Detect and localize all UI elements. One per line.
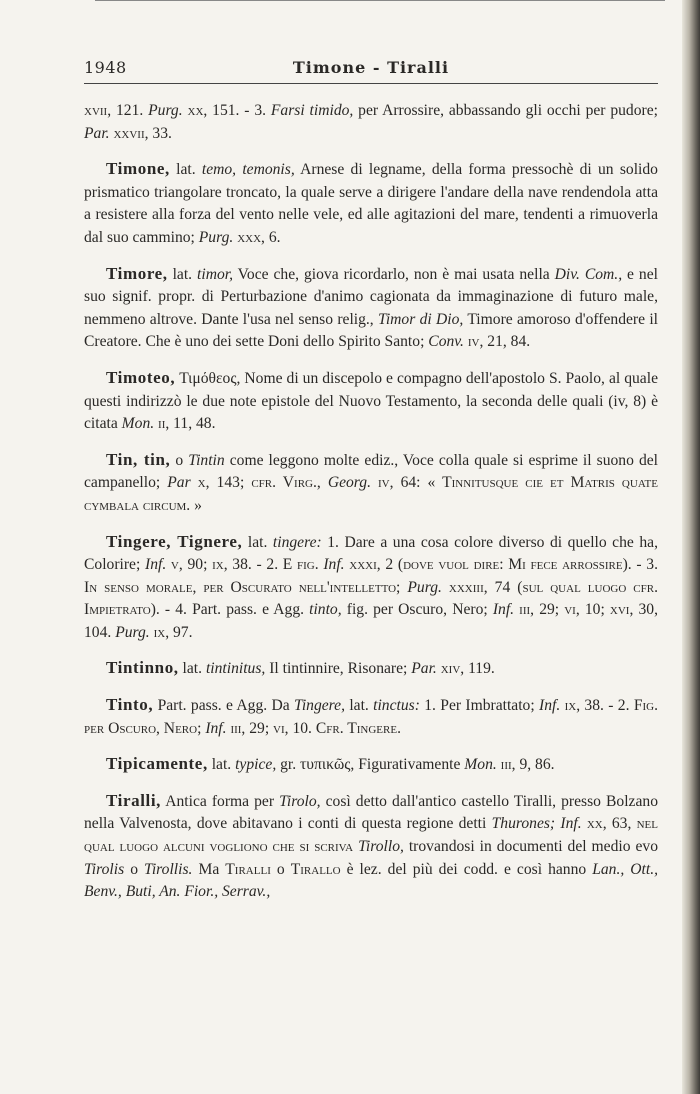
entry-tin: Tin, tin, o Tintin come leggono molte ediz., Voce colla quale si esprime il suono del campanello; Par x, 143; cfr. Virg., Georg. iv, 64: « Tinnitusque cie et Matris quate cymbala circum. » — [84, 449, 658, 514]
entry-tingere: Tingere, Tignere, lat. tingere: 1. Dare a una cosa colore diverso di quello che ha, Colorire; Inf. v, 90; ix, 38. - 2. E fig. Inf. xxxi, 2 (dove vuol dire: Mi fece arrossire). - 3. In senso morale, per Oscurato nell'intelletto; Purg. xxxiii, 74 (sul qual luogo cfr. Impietrato). - 4. Part. pass. e Agg. tinto, fig. per Oscuro, Nero; Inf. iii, 29; vi, 10; xvi, 30, 104. Purg. ix, 97. — [84, 531, 658, 641]
header-rule — [84, 83, 658, 84]
entry-timoteo: Timoteo, Τιμόθεος, Nome di un discepolo e compagno dell'apostolo S. Paolo, al quale questi indirizzò le due note epistole del Nuovo Testamento, la seconda delle quali (iv, 8) è citata Mon. ii, 11, 48. — [84, 367, 658, 433]
headword: Tin, tin, — [106, 449, 171, 469]
page-edge-shadow — [682, 0, 700, 1094]
entry-tipicamente: Tipicamente, lat. typice, gr. τυπικῶς, Figurativamente Mon. iii, 9, 86. — [106, 754, 555, 774]
entry-tinto: Tinto, Part. pass. e Agg. Da Tingere, lat. tinctus: 1. Per Imbrattato; Inf. ix, 38. - 2. Fig. per Oscuro, Nero; Inf. iii, 29; vi, 10. Cfr. Tingere. — [84, 695, 658, 737]
headword: Tiralli, — [106, 790, 162, 810]
page-header — [84, 56, 658, 82]
dictionary-text — [84, 100, 658, 917]
headword: Tipicamente, — [106, 754, 208, 774]
running-head: Timone - Tiralli — [292, 58, 450, 77]
entry-timore: Timore, lat. timor, Voce che, giova ricordarlo, non è mai usata nella Div. Com., e nel suo signif. propr. di Perturbazione d'animo cagionata da immaginazione di futuro male, nemmeno altrove. Dante l'usa nel senso relig., Timor di Dio, Timore amoroso d'offendere il Creatore. Che è uno dei sette Doni dello Spirito Santo; Conv. iv, 21, 84. — [84, 263, 658, 351]
headword: Timoteo, — [106, 367, 176, 387]
entry-timido-continued: xvii, 121. Purg. xx, 151. - 3. Farsi timido, per Arrossire, abbassando gli occhi per pudore; Par. xxvii, 33. — [84, 102, 658, 142]
page-number: 1948 — [84, 58, 127, 77]
headword: Tintinno, — [106, 658, 179, 678]
headword: Timore, — [106, 263, 168, 283]
entry-tiralli: Tiralli, Antica forma per Tirolo, così detto dall'antico castello Tiralli, presso Bolzano nella Valvenosta, dove abitavano i conti di questa regione detti Thurones; Inf. xx, 63, nel qual luogo alcuni vogliono che si scriva Tirollo, trovandosi in documenti del medio evo Tirolis o Tirollis. Ma Tiralli o Tirallo è lez. del più dei codd. e così hanno Lan., Ott., Benv., Buti, An. Fior., Serrav., — [84, 790, 659, 901]
entry-tintinno: Tintinno, lat. tintinitus, Il tintinnire, Risonare; Par. xiv, 119. — [106, 658, 495, 678]
headword: Tinto, — [106, 695, 154, 715]
headword: Tingere, Tignere, — [106, 531, 243, 551]
top-rule — [95, 0, 665, 1]
entry-timone: Timone, lat. temo, temonis, Arnese di legname, della forma pressochè di un solido prismatico triangolare troncato, la quale serve a dirigere l'andare della nave rendendola atta a resistere alla forza del vento nelle vele, ed alle agitazioni del mare, tendenti a rimuoverla dal suo cammino; Purg. xxx, 6. — [84, 159, 658, 246]
headword: Timone, — [106, 159, 170, 179]
